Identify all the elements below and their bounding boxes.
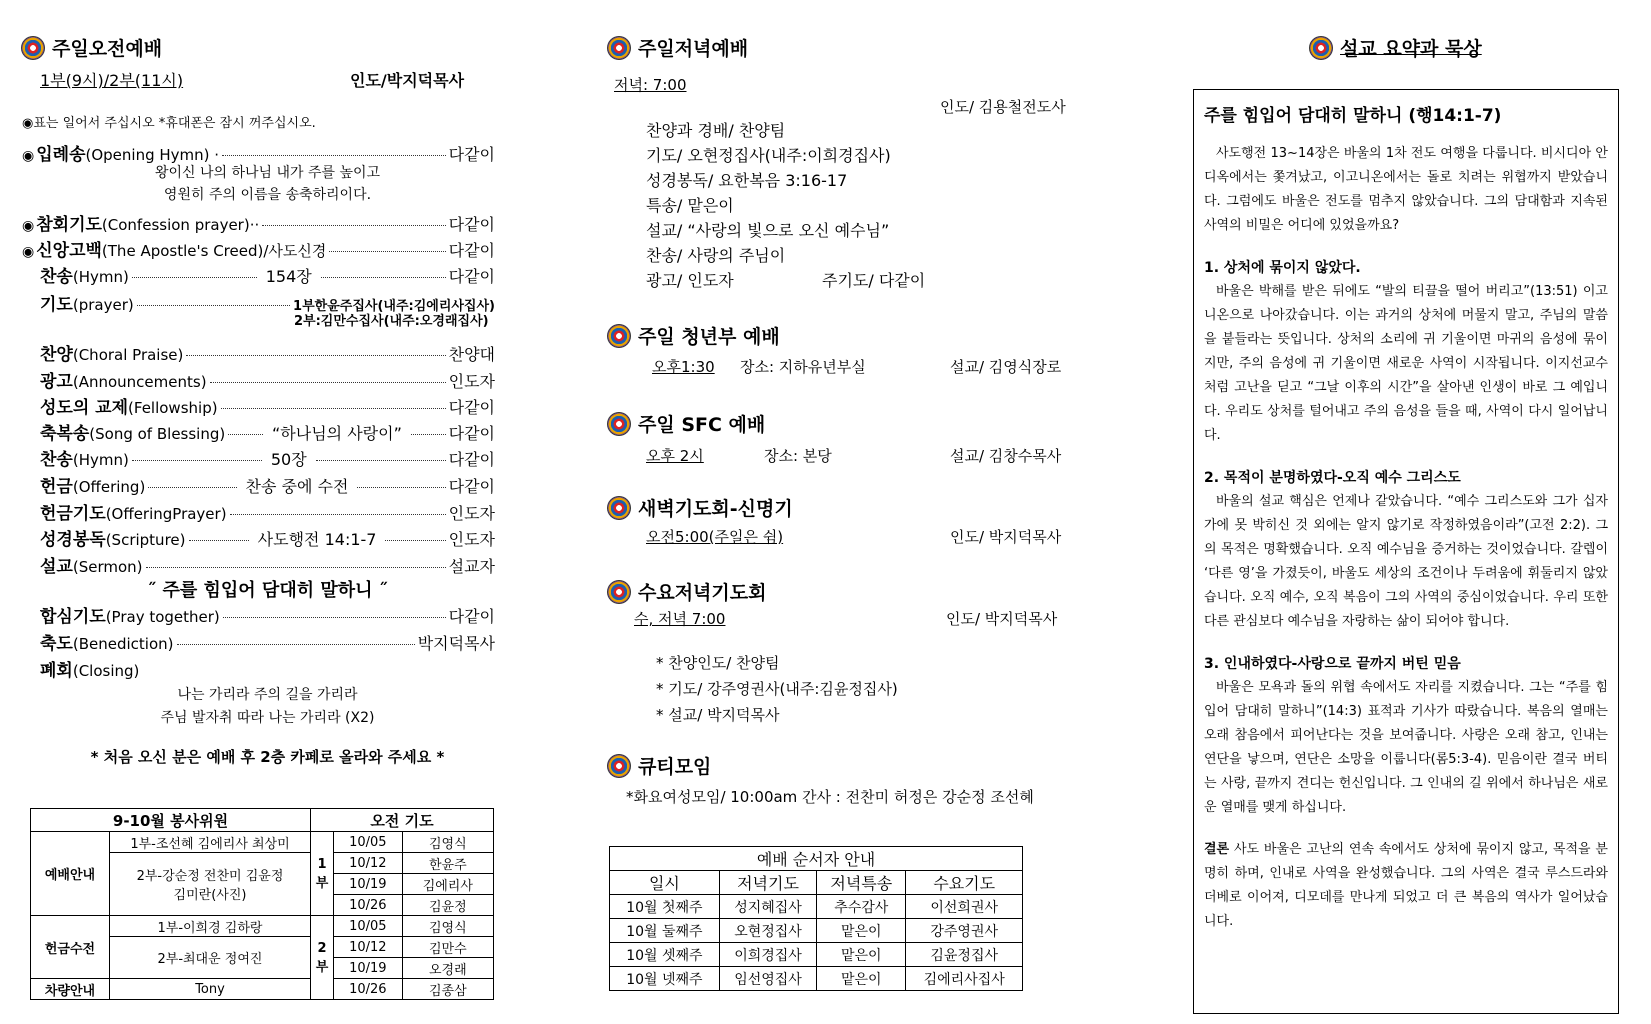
dotted-leader <box>186 355 445 356</box>
church-emblem-icon <box>22 37 44 59</box>
church-emblem-icon <box>608 755 630 777</box>
order-item <box>40 419 495 444</box>
dawn-leader: 인도/ 박지덕목사 <box>950 528 1062 546</box>
sermon-paragraph-1: 바울은 박해를 받은 뒤에도 “발의 티끌을 떨어 버리고”(13:51) 이고니온으로 나아갔습니다. 이는 과거의 상처에 머물지 말고, 주님의 말씀을 붙들라는 뜻입니다. 상처의 소리에 귀 기울이면 마귀의 음성에 묶이지만, 주의 음성에 귀 기울이면 새로운 사역이 시작됩니다. 이지선교수처럼 고난을 딛고 “그날 이후의 시간”을 살아낸 인생이 바로 그 예입니다. 우리도 상처를 털어내고 주의 음성을 들을 때, 사역이 다시 일어납니다. <box>1204 284 1608 443</box>
worship-order-table <box>609 846 1023 991</box>
usher-label: 예배안내 <box>31 832 110 916</box>
prayer-second-service: 2부:김만수집사(내주:오경래집사) <box>294 314 489 329</box>
church-emblem-icon <box>608 325 630 347</box>
prayer-name: 김영식 <box>402 832 493 853</box>
order-item <box>40 525 495 550</box>
order-item <box>40 602 495 627</box>
prayer-date: 10/19 <box>334 874 403 895</box>
order-table-title: 예배 순서자 안내 <box>610 847 1023 871</box>
order-item-english: (Pray together) <box>105 608 220 626</box>
order-item <box>40 499 495 524</box>
order-item-label <box>40 262 129 287</box>
offering-first: 1부-이희경 김하랑 <box>110 916 311 937</box>
table-cell: 추수감사 <box>817 895 906 919</box>
offering-second: 2부-최대운 정여진 <box>110 937 311 979</box>
dotted-leader <box>262 225 445 226</box>
dawn-time: 오전5:00(주일은 쉼) <box>646 528 784 546</box>
prayer-date: 10/26 <box>334 979 403 1000</box>
order-item-label <box>40 602 220 627</box>
sfc-service-title: 주일 SFC 예배 <box>608 410 765 437</box>
sermon-paragraph-3: 바울은 모욕과 돌의 위협 속에서도 자리를 지켰습니다. 그는 “주를 힘입어 담대히 말하니”(14:3) 표적과 기사가 따랐습니다. 복음의 열매는 오래 참음에서 피어난다는 것을 보여줍니다. 사랑은 오래 참고, 인내는 연단을 낳으며, 연단은 소망을 이룹니다(롬5:3-4). 믿음이란 결국 버티는 사랑, 끝까지 견디는 헌신입니다. 그 인내의 길 위에서 하나님은 새로운 열매를 맺게 하십니다. <box>1204 680 1608 815</box>
order-item-korean: 찬송 <box>40 450 73 470</box>
table-cell: 10월 둘째주 <box>610 919 720 943</box>
church-emblem-icon <box>608 581 630 603</box>
dotted-leader <box>189 540 249 541</box>
prayer-name: 김에리사 <box>402 874 493 895</box>
dotted-leader <box>230 514 446 515</box>
order-item-detail: 154장 <box>265 267 312 286</box>
dotted-leader <box>132 277 257 278</box>
dotted-leader <box>210 382 446 383</box>
order-item <box>40 367 495 392</box>
order-item <box>22 210 495 235</box>
order-item <box>40 445 495 470</box>
prayer-date: 10/12 <box>334 853 403 874</box>
usher-second <box>110 853 311 916</box>
order-item <box>22 236 495 261</box>
order-col-wednesday-prayer: 수요기도 <box>906 871 1023 895</box>
order-item <box>40 472 495 497</box>
standing-notice: ◉표는 일어서 주십시오 *휴대폰은 잠시 꺼주십시오. <box>22 116 316 131</box>
order-col-evening-prayer: 저녁기도 <box>719 871 816 895</box>
standing-mark: ◉ <box>22 148 35 164</box>
order-item-english: (Closing) <box>72 662 140 680</box>
order-item-label <box>40 340 183 365</box>
order-item-korean: 헌금 <box>40 477 73 497</box>
table-cell: 맡은이 <box>817 967 906 991</box>
prayer-name: 김종삼 <box>402 979 493 1000</box>
wednesday-line: * 설교/ 박지덕목사 <box>656 706 780 724</box>
car-label: 차량안내 <box>31 979 110 1000</box>
qt-line: *화요여성모임/ 10:00am 간사 : 전찬미 허정은 강순정 조선혜 <box>626 788 1034 806</box>
dotted-leader <box>357 487 445 488</box>
order-item-english: (prayer) <box>72 296 134 314</box>
morning-service-title: 주일오전예배 <box>22 34 162 61</box>
order-item-english: (Offering) <box>72 478 146 496</box>
order-item-person: 다같이 <box>448 398 495 417</box>
prayer-name: 김윤정 <box>402 895 493 916</box>
standing-mark: ◉ <box>22 244 35 260</box>
youth-time: 오후1:30 <box>652 358 715 376</box>
table-cell: 맡은이 <box>817 919 906 943</box>
evening-service-title: 주일저녁예배 <box>608 34 748 61</box>
order-item-korean: 헌금기도 <box>40 504 106 524</box>
qt-title: 큐티모임 <box>608 752 711 779</box>
evening-line: 설교/ “사랑의 빛으로 오신 예수님” <box>646 221 890 240</box>
church-emblem-icon <box>608 413 630 435</box>
evening-line: 찬송/ 사랑의 주님이 <box>646 246 786 265</box>
evening-line: 찬양과 경배/ 찬양팀 <box>646 121 786 140</box>
table-cell: 오현정집사 <box>719 919 816 943</box>
morning-leader: 인도/박지덕목사 <box>350 71 465 90</box>
order-item-korean: 성도의 교제 <box>40 398 129 418</box>
morning-prayer-header: 오전 기도 <box>311 809 494 832</box>
order-item-label <box>40 367 207 392</box>
order-item-label <box>40 499 227 524</box>
offering-label: 헌금수전 <box>31 916 110 979</box>
order-item-korean: 광고 <box>40 372 73 392</box>
church-emblem-icon <box>608 37 630 59</box>
order-item <box>40 262 495 287</box>
prayer-date: 10/26 <box>334 895 403 916</box>
evening-lords-prayer: 주기도/ 다같이 <box>822 271 926 290</box>
prayer-date: 10/19 <box>334 958 403 979</box>
order-col-date: 일시 <box>610 871 720 895</box>
table-cell: 김에리사집사 <box>906 967 1023 991</box>
cafe-notice: * 처음 오신 분은 예배 후 2층 카페로 올라와 주세요 * <box>90 748 445 766</box>
order-item <box>40 393 495 418</box>
volunteer-header: 9-10월 봉사위원 <box>31 809 311 832</box>
prayer-name: 오경래 <box>402 958 493 979</box>
order-item-person: 다같이 <box>448 450 496 469</box>
prayer-date: 10/12 <box>334 937 403 958</box>
order-col-special-song: 저녁특송 <box>817 871 906 895</box>
order-item-english: (Hymn) <box>72 268 129 286</box>
usher-first: 1부-조선혜 김에리사 최상미 <box>110 832 311 853</box>
order-item-english: (Scripture) <box>105 531 186 549</box>
standing-mark: ◉ <box>22 218 35 234</box>
order-item-person: 인도자 <box>448 504 495 523</box>
order-item-label <box>40 472 145 497</box>
table-cell: 10월 셋째주 <box>610 943 720 967</box>
order-item-person: 박지덕목사 <box>417 634 495 653</box>
order-item-korean: 축도 <box>40 634 73 654</box>
sermon-heading-1: 1. 상처에 묶이지 않았다. <box>1204 260 1361 276</box>
order-item-korean: 폐회 <box>40 661 73 681</box>
order-item-person: 다같이 <box>448 607 495 626</box>
table-cell: 성지혜집사 <box>719 895 816 919</box>
sermon-intro: 사도행전 13~14장은 바울의 1차 전도 여행을 다룹니다. 비시디아 안디옥에서는 쫓겨났고, 이고니온에서는 돌로 치려는 위협까지 받았습니다. 그럼에도 바울은 전도를 멈추지 않았습니다. 그의 담대함과 지속된 사역의 비밀은 어디에 있었을까요? <box>1204 146 1608 233</box>
order-item-detail: 사도행전 14:1-7 <box>257 530 377 549</box>
youth-place: 장소: 지하유년부실 <box>740 358 866 376</box>
prayer-date: 10/05 <box>334 832 403 853</box>
closing-lyrics-2: 주님 발자취 따라 나는 가리라 (X2) <box>160 710 375 726</box>
order-item-detail: “하나님의 사랑이” <box>272 424 402 443</box>
evening-line: 기도/ 오현정집사(내주:이희경집사) <box>646 146 891 165</box>
conclusion-label: 결론 <box>1204 842 1230 857</box>
volunteer-table <box>30 808 494 1000</box>
sfc-preacher: 설교/ 김창수목사 <box>950 447 1062 465</box>
order-item-english: (Benediction) <box>72 635 174 653</box>
dotted-leader <box>223 617 446 618</box>
church-emblem-icon <box>608 497 630 519</box>
order-item-english: (Confession prayer)·· <box>101 216 260 234</box>
order-item-korean: 입례송 <box>36 145 86 165</box>
order-item-english: (Song of Blessing) <box>89 425 226 443</box>
sfc-place: 장소: 본당 <box>764 447 832 465</box>
entrance-lyrics-2: 영원히 주의 이름을 송축하리이다. <box>163 187 372 203</box>
order-item-person: 설교자 <box>448 557 495 576</box>
wednesday-prayer-title: 수요저녁기도회 <box>608 578 766 605</box>
dotted-leader <box>177 644 415 645</box>
order-item-label <box>40 290 134 315</box>
order-item-label <box>40 552 143 577</box>
dotted-leader <box>148 487 236 488</box>
youth-service-title: 주일 청년부 예배 <box>608 322 780 349</box>
car-value: Tony <box>110 979 311 1000</box>
conclusion-text: 사도 바울은 고난의 연속 속에서도 상처에 묶이지 않고, 목적을 분명히 하며, 인내로 사역을 완성했습니다. 그의 사역은 결국 루스드라와 더베로 이어져, 디모데를 만나게 되었고 더 큰 복음의 역사가 일어났습니다. <box>1204 842 1608 929</box>
entrance-lyrics-1: 왕이신 나의 하나님 내가 주를 높이고 <box>154 165 381 181</box>
order-item-label <box>22 210 259 235</box>
dotted-leader <box>221 408 446 409</box>
order-item-person: 1부한윤주집사(내주:김에리사집사) <box>293 299 495 314</box>
usher-second-line2: 김미란(사진) <box>173 888 247 903</box>
order-item-detail: 50장 <box>270 450 307 469</box>
dotted-leader <box>385 540 445 541</box>
order-item-label <box>40 419 225 444</box>
dotted-leader <box>316 460 446 461</box>
prayer-name: 김영식 <box>402 916 493 937</box>
order-item-korean: 찬양 <box>40 345 73 365</box>
table-row <box>610 943 1023 967</box>
sermon-heading-2: 2. 목적이 분명하였다-오직 예수 그리스도 <box>1204 470 1461 486</box>
order-item-korean: 신앙고백 <box>36 241 102 261</box>
order-item <box>40 656 495 681</box>
order-item-person: 다같이 <box>448 145 495 164</box>
order-item <box>40 552 495 577</box>
order-item-korean: 축복송 <box>40 424 90 444</box>
order-item-korean: 설교 <box>40 557 73 577</box>
order-item-person: 다같이 <box>448 267 495 286</box>
order-item-label <box>40 525 186 550</box>
table-row <box>610 895 1023 919</box>
wednesday-time: 수, 저녁 7:00 <box>634 610 726 628</box>
order-item-english: (Sermon) <box>72 558 143 576</box>
evening-leader: 인도/ 김용철전도사 <box>940 98 1066 116</box>
dotted-leader <box>228 434 263 435</box>
table-cell: 맡은이 <box>817 943 906 967</box>
order-item-english: (Hymn) <box>72 451 129 469</box>
evening-line: 특송/ 맡은이 <box>646 196 734 215</box>
order-item-korean: 합심기도 <box>40 607 106 627</box>
sermon-summary-box <box>1193 89 1619 1014</box>
dotted-leader <box>411 434 446 435</box>
order-item-person: 다같이 <box>448 424 496 443</box>
dotted-leader <box>329 251 445 252</box>
part-2-label: 2 부 <box>311 916 334 1000</box>
order-item-person: 인도자 <box>448 530 496 549</box>
part-1-label: 1 부 <box>311 832 334 916</box>
sermon-title-center: ˝ 주를 힘입어 담대히 말하니 ˝ <box>147 580 388 601</box>
order-item-english: (Choral Praise) <box>72 346 184 364</box>
youth-preacher: 설교/ 김영식장로 <box>950 358 1062 376</box>
sermon-summary-title: 설교 요약과 묵상 <box>1310 34 1482 61</box>
order-item-person: 다같이 <box>448 215 495 234</box>
table-row <box>610 967 1023 991</box>
table-cell: 10월 넷째주 <box>610 967 720 991</box>
dotted-leader <box>137 305 290 306</box>
order-item-label <box>40 445 129 470</box>
dotted-leader <box>132 460 262 461</box>
wednesday-line: * 기도/ 강주영권사(내주:김윤정집사) <box>656 680 898 698</box>
order-item-english: (OfferingPrayer) <box>105 505 227 523</box>
prayer-name: 한윤주 <box>402 853 493 874</box>
order-item <box>40 629 495 654</box>
order-item-label <box>40 629 174 654</box>
sermon-title: 주를 힘입어 담대히 말하니 (행14:1-7) <box>1204 106 1502 126</box>
evening-time: 저녁: 7:00 <box>614 76 687 94</box>
table-cell: 김윤정집사 <box>906 943 1023 967</box>
dotted-leader <box>146 567 446 568</box>
evening-line: 성경봉독/ 요한복음 3:16-17 <box>646 171 848 190</box>
order-item <box>40 340 495 365</box>
table-cell: 10월 첫째주 <box>610 895 720 919</box>
sfc-time: 오후 2시 <box>646 447 704 465</box>
order-item-person: 다같이 <box>448 241 495 260</box>
order-item-person: 다같이 <box>448 477 495 496</box>
sermon-heading-3: 3. 인내하였다-사랑으로 끝까지 버틴 믿음 <box>1204 656 1461 672</box>
order-item-label <box>22 236 326 261</box>
prayer-date: 10/05 <box>334 916 403 937</box>
order-item-english: (Fellowship) <box>128 399 218 417</box>
dotted-leader <box>321 277 446 278</box>
wednesday-line: * 찬양인도/ 찬양팀 <box>656 654 780 672</box>
morning-times: 1부(9시)/2부(11시) <box>40 71 184 90</box>
dawn-prayer-title: 새벽기도회-신명기 <box>608 494 793 521</box>
table-cell: 강주영권사 <box>906 919 1023 943</box>
table-cell: 이선희권사 <box>906 895 1023 919</box>
evening-ad: 광고/ 인도자 <box>646 271 734 290</box>
table-cell: 임선영집사 <box>719 967 816 991</box>
order-item-korean: 참회기도 <box>36 215 102 235</box>
sermon-paragraph-2: 바울의 설교 핵심은 언제나 같았습니다. “예수 그리스도와 그가 십자가에 못 박히신 것 외에는 알지 않기로 작정하였음이라”(고전 2:2). 그의 목적은 명확했습니다. 오직 예수님을 증거하는 것이었습니다. 갈렙이 ‘다른 영’을 가졌듯이, 바울도 세상의 조건이나 두려움에 휘둘리지 않았습니다. 오직 예수, 오직 복음이 그의 사역의 중심이었습니다. 우리 또한 다른 관심보다 예수님을 자랑하는 삶이 되어야 합니다. <box>1204 494 1608 629</box>
usher-second-line1: 2부-강순정 전찬미 김윤정 <box>136 869 284 884</box>
sermon-conclusion <box>1204 838 1608 934</box>
closing-lyrics-1: 나는 가리라 주의 길을 가리라 <box>177 687 358 703</box>
order-item-korean: 찬송 <box>40 267 73 287</box>
order-item-korean: 성경봉독 <box>40 530 106 550</box>
order-item-english: (Announcements) <box>72 373 207 391</box>
order-item-detail: 찬송 중에 수전 <box>245 477 349 496</box>
wednesday-leader: 인도/ 박지덕목사 <box>946 610 1058 628</box>
order-item-person: 인도자 <box>448 372 495 391</box>
order-item-label <box>40 393 218 418</box>
order-item-english: (Opening Hymn) · <box>85 146 220 164</box>
church-emblem-icon <box>1310 37 1332 59</box>
order-item-english: (The Apostle's Creed)/사도신경 <box>101 242 327 260</box>
prayer-name: 김만수 <box>402 937 493 958</box>
table-cell: 이희경집사 <box>719 943 816 967</box>
table-row <box>610 919 1023 943</box>
order-item-korean: 기도 <box>40 295 73 315</box>
dotted-leader <box>222 155 446 156</box>
order-item-label <box>40 656 139 681</box>
order-item-person: 찬양대 <box>448 345 495 364</box>
